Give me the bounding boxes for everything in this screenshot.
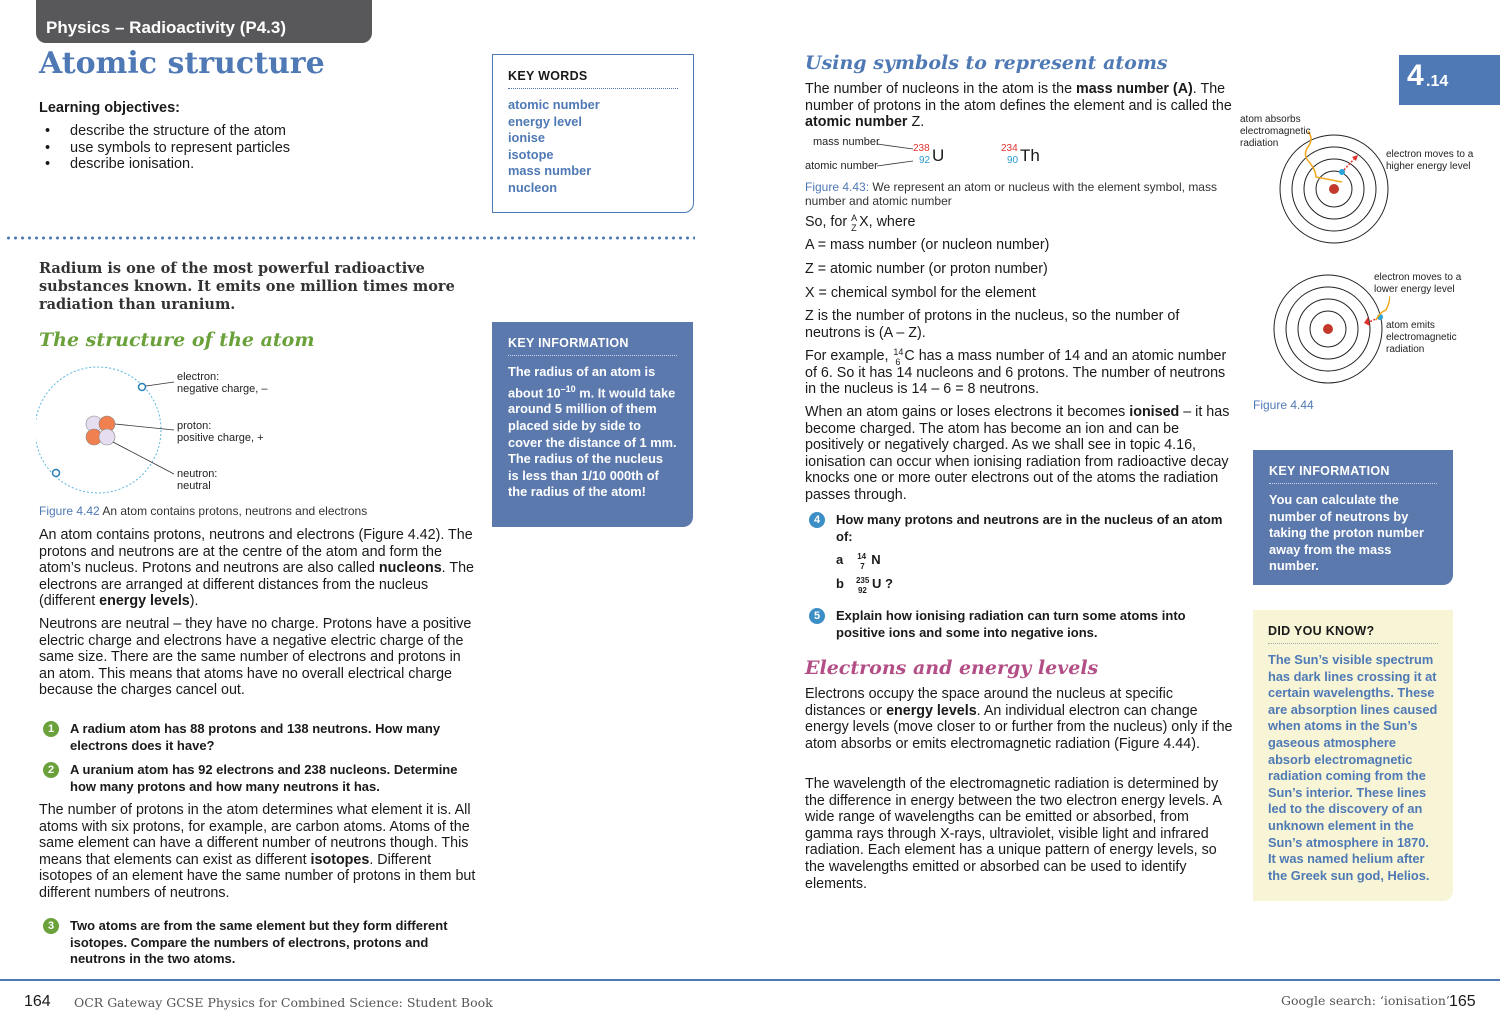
caption-text: We represent an atom or nucleus with the element symbol, mass number and atomic number [805, 180, 1217, 208]
label-line: electron moves to a [1386, 149, 1474, 160]
absorbs-label [1240, 114, 1311, 150]
paragraph: Z is the number of protons in the nucleus, so the number of neutrons is (A – Z). [805, 308, 1180, 341]
emits-label [1386, 320, 1457, 356]
thorium-atomic-number: 90 [1007, 155, 1019, 166]
objectives-list [39, 123, 290, 173]
bold-term: energy levels [886, 702, 977, 719]
text-run: The number of protons in the atom determines what element it is. All atoms with six protons, for example, are carbon atoms. Atoms of the same element can have a different number of neutrons though. This means that elements can exist as different [39, 802, 471, 868]
mass-index: 235 [855, 575, 870, 585]
nuclide-indices [855, 575, 872, 595]
question-number-badge: 4 [809, 512, 825, 528]
nucleus-dot [1329, 184, 1339, 194]
dotted-divider [5, 236, 695, 240]
key-information-title: KEY INFORMATION [508, 336, 677, 356]
objective-item: • describe ionisation. [39, 156, 290, 173]
atomic-index: Z [851, 223, 857, 234]
key-word: ionise [508, 130, 545, 146]
figure-4-43-caption [805, 180, 1235, 208]
proton-label [177, 420, 264, 444]
question-number-badge: 2 [43, 762, 59, 778]
part-letter: b [836, 576, 844, 591]
text-run: . The number of protons in the atom defines the element and is called the [805, 81, 1232, 114]
mass-index: 14 [857, 551, 867, 561]
thorium-symbol: Th [1020, 146, 1040, 165]
definition-x: X = chemical symbol for the element [805, 285, 1036, 301]
text-run: has a mass number of 14 and an atomic number of 6. So it has 14 nucleons and 6 protons. The number of neutrons in the nucleus is 14 – 6 = 8 neutrons. [805, 348, 1227, 398]
key-information-text: You can calculate the number of neutrons by taking the proton number away from the mass number. [1269, 492, 1424, 574]
label-line: radiation [1386, 344, 1425, 355]
key-information-text [508, 364, 677, 501]
question-4a [836, 552, 881, 569]
did-you-know-text: The Sun’s visible spectrum has dark lines crossing it at certain wavelengths. These are absorption lines caused when atoms in the Sun’s gaseous atmosphere absorb electromagnetic radiation coming from the Sun’s interior. These lines led to the discovery of an unknown element in the Sun’s atmosphere in 1870. It was named helium after the Greek sun god, Helios. [1268, 652, 1438, 883]
electron-label-name: electron: [177, 371, 220, 383]
objectives-title: Learning objectives: [39, 100, 181, 116]
key-word: atomic number [508, 97, 600, 112]
question-text: A uranium atom has 92 electrons and 238 nucleons. Determine how many protons and how many neutrons it has. [70, 762, 458, 794]
electron-label-charge: negative charge, – [177, 383, 268, 395]
question-number-badge: 3 [43, 918, 59, 934]
proton-label-charge: positive charge, + [177, 432, 264, 444]
text-run: Z. [907, 114, 925, 131]
energy-levels-heading: Electrons and energy levels [805, 657, 1099, 679]
uranium-atomic-number: 92 [919, 155, 931, 166]
text-run: . Different isotopes of an element have the same number of protons in them but different numbers of neutrons. [39, 851, 476, 901]
element-symbol: U ? [871, 576, 893, 591]
label-line: radiation [1240, 138, 1279, 149]
text-run: An atom contains protons, neutrons and electrons (Figure 4.42). The protons and neutrons are at the centre of the atom and form the atom’s nucleus. Protons and neutrons are also called [39, 527, 473, 577]
text-run: When an atom gains or loses electrons it becomes [805, 404, 1130, 420]
key-information-box [492, 322, 693, 527]
mass-index: 14 [893, 347, 904, 358]
label-line: electromagnetic [1386, 332, 1457, 343]
neutron-ball [99, 429, 115, 445]
intro-text: Radium is one of the most powerful radioactive substances known. It emits one million times more radiation than uranium. [39, 260, 455, 313]
symbols-heading: Using symbols to represent atoms [805, 52, 1168, 74]
electron-label [177, 371, 268, 395]
key-words-title: KEY WORDS [508, 69, 678, 89]
key-words-box [492, 54, 694, 213]
label-line: electromagnetic [1240, 126, 1311, 137]
nuclide-indices [892, 347, 904, 368]
bold-term: energy levels [99, 593, 190, 610]
figure-number: Figure 4.43: [805, 180, 870, 194]
key-word: energy level [508, 113, 582, 129]
neutron-label [177, 468, 217, 492]
paragraph [805, 348, 1235, 398]
mass-index: A [851, 213, 858, 224]
search-hint: Google search: ‘ionisation’ [1281, 993, 1450, 1008]
part-letter: a [836, 552, 844, 567]
text-run: – it has become charged. The atom has become an ion and can be positively or negatively charged. As we shall see in topic 4.16, ionisation can occur when ionising radiation from radioactive decay knocks one or more outer electrons out of the atoms the radiation passes through. [805, 404, 1230, 503]
figure-4-44-caption [1253, 398, 1314, 412]
left-page-number: 164 [24, 993, 51, 1010]
label-line: atom emits [1386, 320, 1435, 331]
book-title: OCR Gateway GCSE Physics for Combined Science: Student Book [74, 995, 493, 1010]
did-you-know-title: DID YOU KNOW? [1268, 624, 1438, 644]
text-run: . The electrons are arranged at different distances from the nucleus (different [39, 560, 474, 610]
figure-number: Figure 4.42 [39, 504, 100, 518]
transition-arrow [1344, 159, 1354, 170]
text-run: So, for [805, 214, 852, 230]
paragraph: The wavelength of the electromagnetic radiation is determined by the difference in energy between the two electron energy levels. A wide range of wavelengths can be emitted or absorbed, from gamma rays through X-rays, ultraviolet, visible light and infrared radiation. Each element has a unique pattern of energy levels, so the wavelengths emitted or absorbed can be used to identify elements. [805, 776, 1222, 892]
bold-term: nucleons [378, 560, 442, 577]
footer-rule [0, 979, 1500, 981]
key-word: isotope [508, 146, 554, 162]
uranium-mass-number: 238 [913, 143, 930, 154]
bold-term: mass number (A) [1076, 81, 1193, 97]
element-symbol: C [904, 348, 915, 364]
objective-item: • describe the structure of the atom [39, 123, 290, 140]
definition-a: A = mass number (or nucleon number) [805, 237, 1050, 253]
atomic-number-label: atomic number [805, 160, 878, 172]
uranium-symbol: U [932, 146, 945, 165]
bold-term: isotopes [310, 851, 370, 868]
question-text: Two atoms are from the same element but they form different isotopes. Compare the numbers of electrons, protons and neutrons in the two atoms. [70, 918, 448, 966]
atomic-index: 6 [895, 357, 901, 368]
element-symbol: N [871, 552, 881, 567]
text-run: The radius of an atom is about 10 [508, 364, 656, 400]
exponent: –10 [560, 383, 576, 394]
thorium-mass-number: 234 [1001, 143, 1018, 154]
topic-number-sub: .14 [1426, 73, 1449, 90]
paragraph [39, 527, 479, 610]
proton-label-name: proton: [177, 420, 212, 432]
atomic-index: 92 [857, 585, 867, 595]
caption-text: An atom contains protons, neutrons and electrons [99, 504, 368, 518]
neutron-label-charge: neutral [177, 480, 211, 492]
text-run: . An individual electron can change energy levels (move closer to or further from the nucleus) only if the atom absorbs or emits electromagnetic radiation (Figure 4.44). [805, 702, 1233, 752]
label-line: lower energy level [1374, 284, 1455, 295]
nuclide-indices [851, 213, 859, 234]
question-text: How many protons and neutrons are in the nucleus of an atom of: [836, 512, 1223, 544]
paragraph: Neutrons are neutral – they have no charge. Protons have a positive electric charge and electrons have a negative electric charge of the same size. There are the same number of electrons and protons in an atom. This means that atoms have no overall electrical charge because the charges cancel out. [39, 616, 472, 699]
paragraph [805, 686, 1235, 752]
energy-level-diagram [1260, 125, 1390, 395]
nucleus-dot [1323, 324, 1333, 334]
topic-number-badge [1399, 55, 1500, 105]
definition-z: Z = atomic number (or proton number) [805, 261, 1048, 277]
paragraph [805, 404, 1235, 504]
topic-number-main: 4 [1407, 59, 1424, 92]
atomic-index: 7 [860, 561, 865, 571]
text-run: ). [189, 593, 199, 610]
nuclide-indices [857, 551, 871, 571]
question-text: A radium atom has 88 protons and 138 neutrons. How many electrons does it have? [70, 721, 441, 753]
text-run: The number of nucleons in the atom is the [805, 81, 1076, 97]
bold-term: ionised [1129, 404, 1180, 420]
right-page-number: 165 [1449, 993, 1476, 1010]
question-4b [836, 576, 893, 593]
text-run: m. It would take around 5 million of them placed side by side to cover the distance of 1 mm. The radius of the nucleus is less than 1/10 000th of the radius of the atom! [508, 384, 677, 500]
electron-dot [53, 470, 60, 477]
so-for-line [805, 213, 916, 234]
text-run: X, where [859, 214, 916, 230]
key-information-title: KEY INFORMATION [1269, 464, 1437, 484]
question-number-badge: 5 [809, 608, 825, 624]
lower-level-label [1374, 272, 1461, 296]
label-line: higher energy level [1386, 161, 1471, 172]
objective-item: • use symbols to represent particles [39, 140, 290, 157]
paragraph [805, 81, 1235, 131]
mass-number-label: mass number [813, 136, 880, 148]
topic-tab: Physics – Radioactivity (P4.3) [36, 0, 372, 43]
text-run: Electrons occupy the space around the nucleus at specific distances or [805, 686, 1173, 719]
structure-heading: The structure of the atom [39, 329, 315, 351]
key-information-box [1253, 450, 1453, 585]
bold-term: atomic number [805, 114, 908, 131]
key-word: nucleon [508, 179, 558, 195]
key-word: mass number [508, 163, 592, 179]
question-text: Explain how ionising radiation can turn some atoms into positive ions and some into negative ions. [836, 608, 1186, 640]
did-you-know-box [1253, 610, 1453, 901]
label-line: electron moves to a [1374, 272, 1462, 283]
label-line: atom absorbs [1240, 114, 1301, 125]
neutron-label-name: neutron: [177, 468, 218, 480]
page-title: Atomic structure [39, 46, 325, 81]
text-run: For example, [805, 348, 893, 364]
electron-dot [139, 384, 146, 391]
higher-level-label [1386, 149, 1473, 173]
figure-4-42-caption [39, 504, 469, 518]
figure-number: Figure 4.44 [1253, 398, 1314, 412]
question-number-badge: 1 [43, 721, 59, 737]
paragraph [39, 802, 479, 902]
